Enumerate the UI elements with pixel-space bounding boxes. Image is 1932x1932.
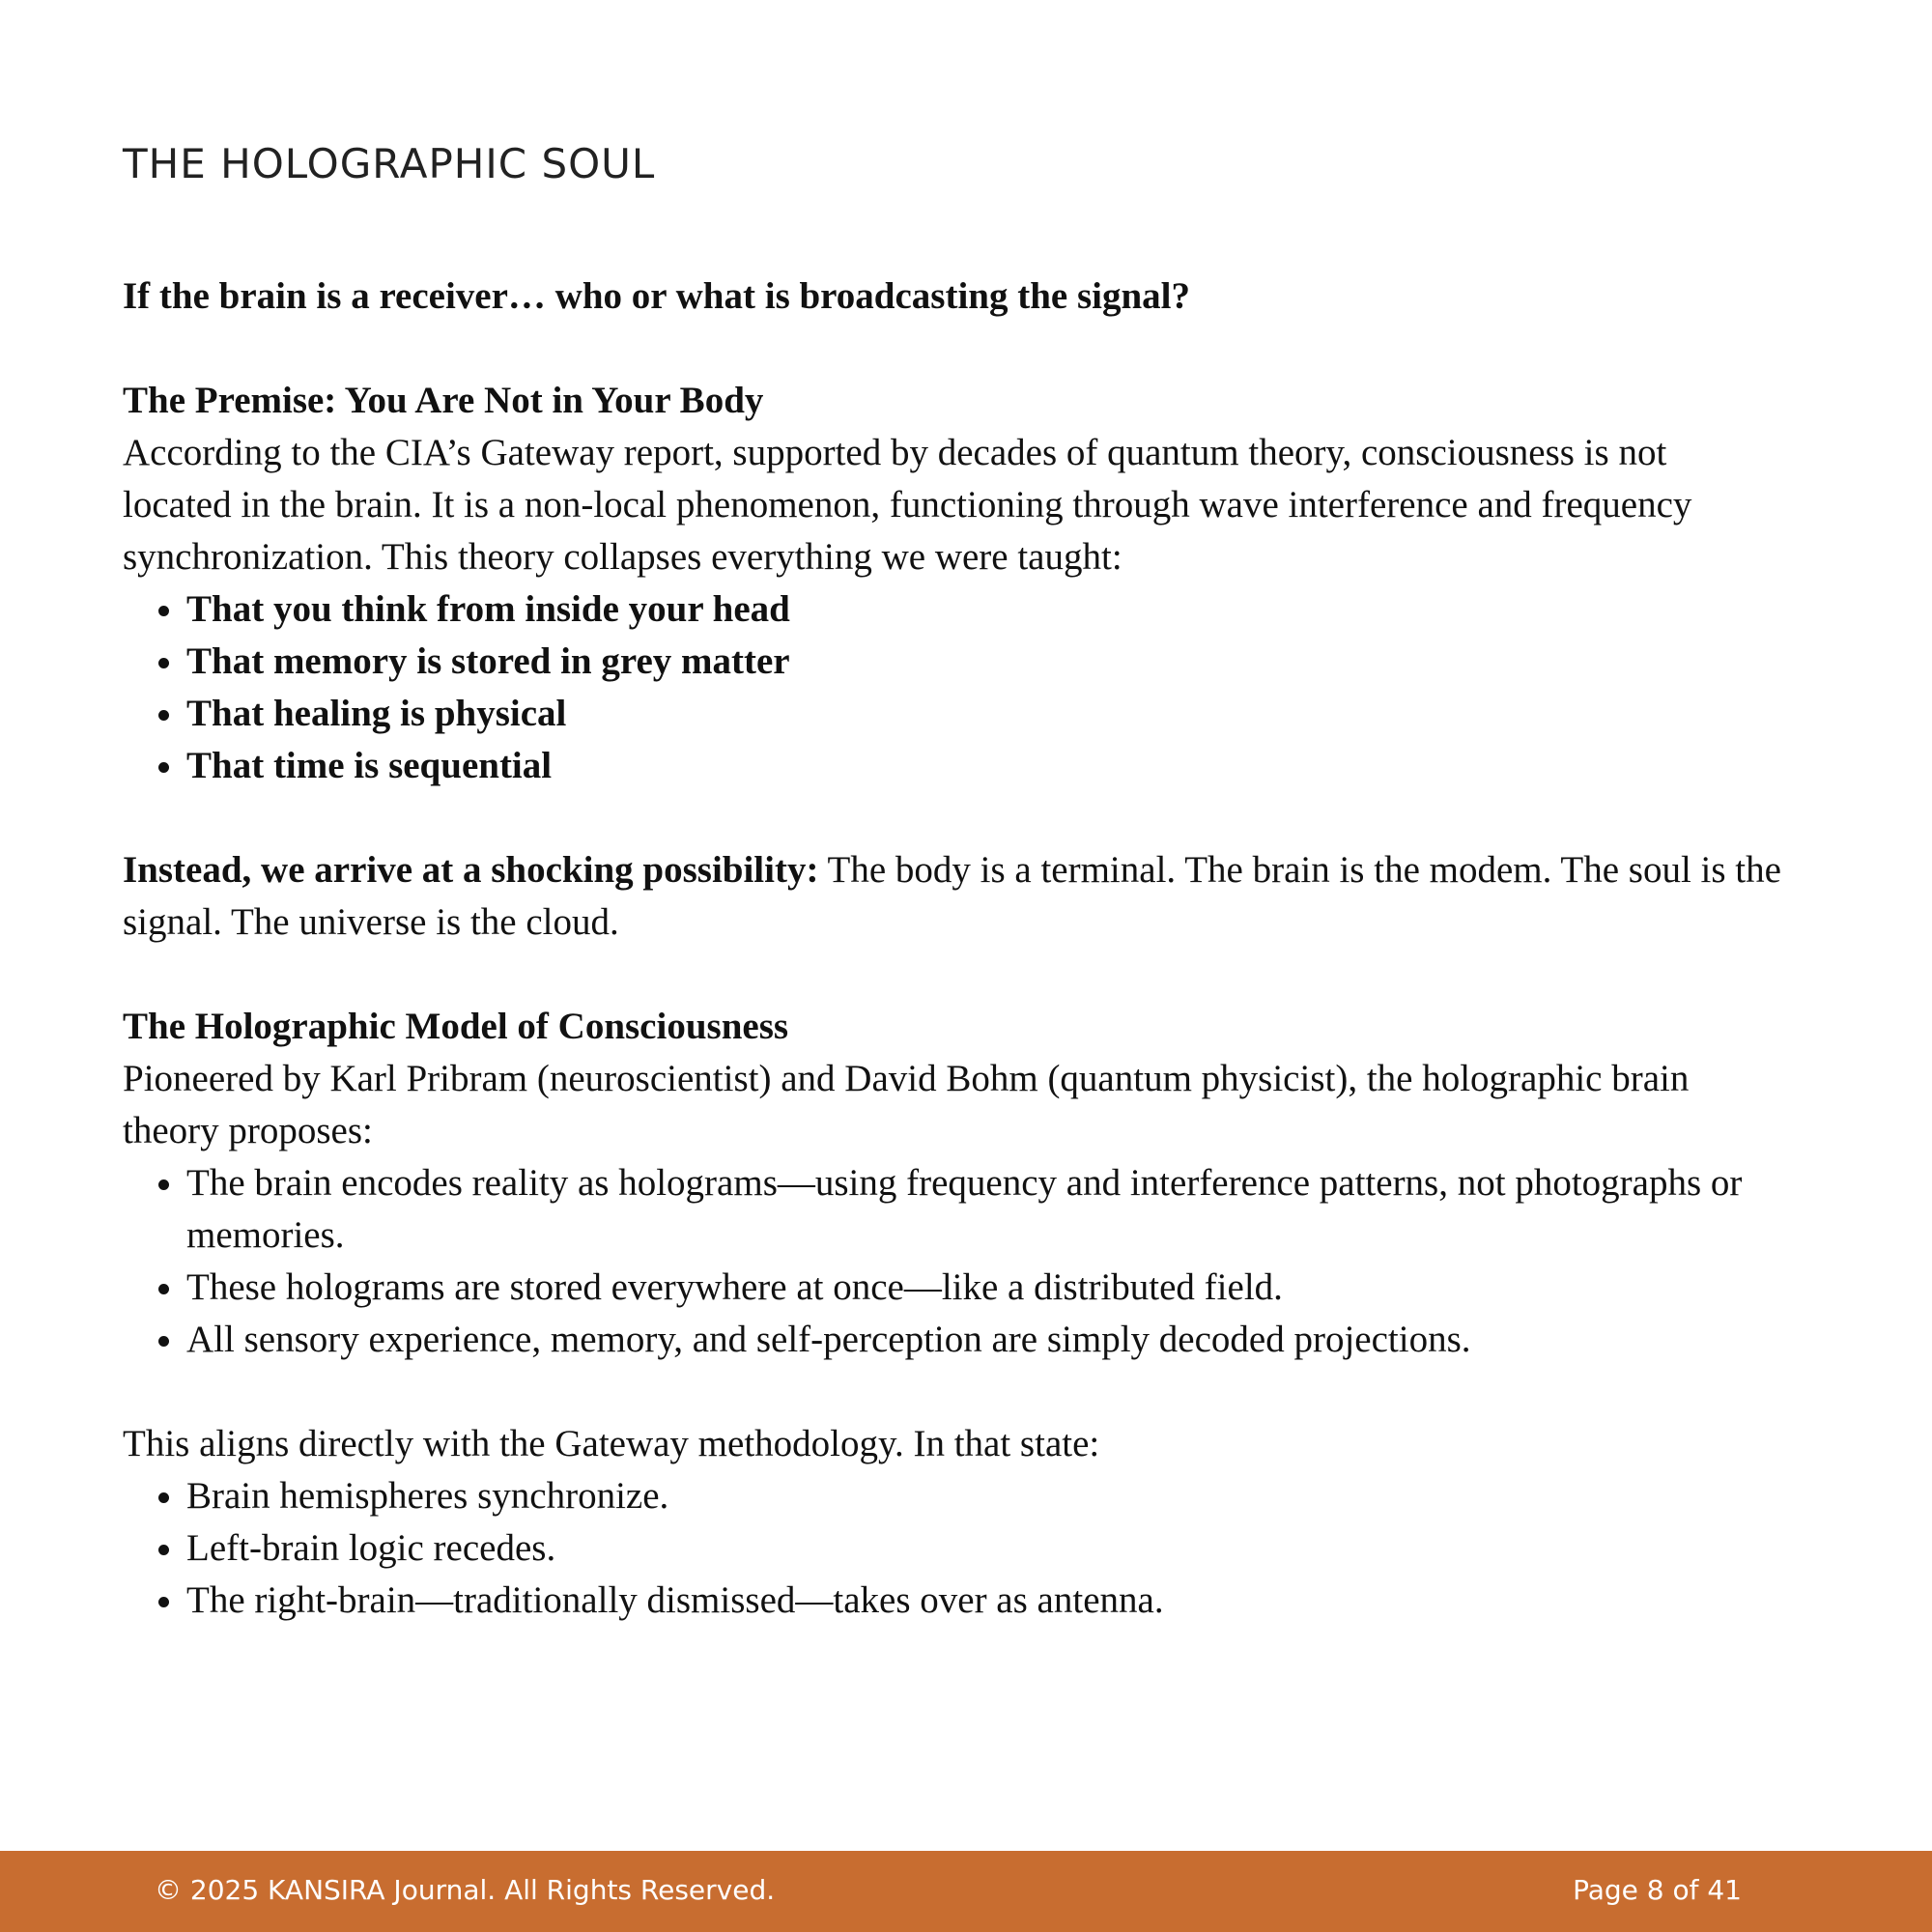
intro-question: If the brain is a receiver… who or what is broadcasting the signal? — [123, 275, 1191, 317]
list-item: • The brain encodes reality as holograms—using frequency and interference patterns, not photographs or memories. — [186, 1157, 1784, 1262]
instead-paragraph — [123, 844, 1784, 949]
list-item: • All sensory experience, memory, and self-perception are simply decoded projections. — [186, 1314, 1784, 1366]
holographic-model-list — [123, 1157, 1784, 1366]
list-item: • That healing is physical — [186, 688, 1784, 740]
list-item: • Left-brain logic recedes. — [186, 1522, 1784, 1575]
list-item: • These holograms are stored everywhere at once—like a distributed field. — [186, 1262, 1784, 1314]
premise-body: According to the CIA’s Gateway report, supported by decades of quantum theory, consciousness is not located in the brain. It is a non-local phenomenon, functioning through wave interference and frequency synchronization. This theory collapses everything we were taught: — [123, 432, 1692, 578]
list-item: • Brain hemispheres synchronize. — [186, 1470, 1784, 1522]
gateway-body: This aligns directly with the Gateway methodology. In that state: — [123, 1423, 1100, 1464]
premise-section — [123, 375, 1784, 792]
page-footer — [0, 1851, 1932, 1932]
premise-list — [123, 583, 1784, 792]
list-item: • That you think from inside your head — [186, 583, 1784, 636]
list-item: • That time is sequential — [186, 740, 1784, 792]
page-title: THE HOLOGRAPHIC SOUL — [123, 140, 656, 187]
instead-rest: The body is a terminal. The brain is the modem. The soul is the signal. The universe is the cloud. — [123, 849, 1781, 943]
gateway-list — [123, 1470, 1784, 1627]
premise-heading: The Premise: You Are Not in Your Body — [123, 380, 764, 421]
holographic-model-body: Pioneered by Karl Pribram (neuroscientist) and David Bohm (quantum physicist), the holographic brain theory proposes: — [123, 1058, 1690, 1151]
holographic-model-section — [123, 1001, 1784, 1366]
gateway-section — [123, 1418, 1784, 1627]
instead-lead: Instead, we arrive at a shocking possibility: — [123, 849, 819, 891]
footer-copyright: © 2025 KANSIRA Journal. All Rights Reserved. — [155, 1874, 776, 1906]
page-content — [123, 135, 1784, 1627]
list-item: • The right-brain—traditionally dismissed—takes over as antenna. — [186, 1575, 1784, 1627]
holographic-model-heading: The Holographic Model of Consciousness — [123, 1006, 789, 1047]
footer-page-number: Page 8 of 41 — [1573, 1874, 1742, 1906]
list-item: • That memory is stored in grey matter — [186, 636, 1784, 688]
